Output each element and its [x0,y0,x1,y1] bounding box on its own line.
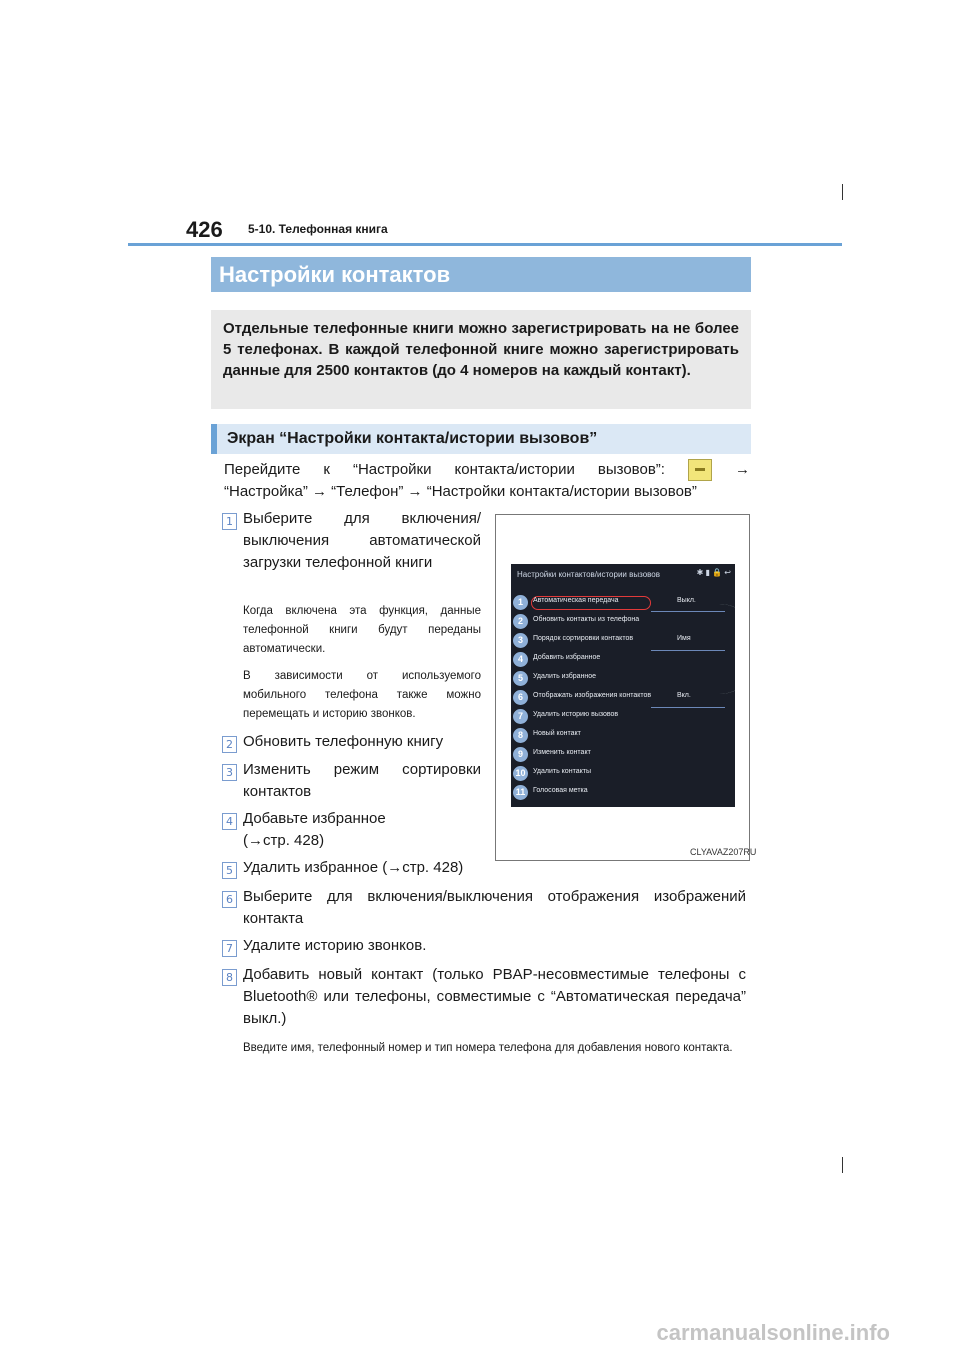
intro-box: Отдельные телефонные книги можно зарегистрировать на не более 5 телефонах. В каждой телефонной книге можно зарегистрировать данные для 2500 контактов (до 4 номеров на каждый контакт). [211,310,751,409]
row-number-7: 7 [513,709,528,724]
screen-row-11[interactable] [511,783,735,802]
row-label-1: Автоматическая передача [533,597,619,604]
row-label-9: Изменить контакт [533,749,591,756]
screen-row-3[interactable] [511,631,735,650]
section-label: 5-10. Телефонная книга [248,222,388,236]
row-label-3: Порядок сортировки контактов [533,635,634,642]
item-number-4: 4 [222,813,237,830]
screen-row-8[interactable] [511,726,735,745]
item-4-text: Добавьте избранное (→стр. 428) [243,810,386,849]
screen-row-9[interactable] [511,745,735,764]
instruction-text: Перейдите к “Настройки контакта/истории вызовов”: [224,461,665,478]
item-number-3: 3 [222,764,237,781]
item-1-text: Выберите для включения/ выключения автоматической загрузки телефонной книги [243,510,481,571]
crop-mark-bottom [842,1157,843,1173]
image-code: CLYAVAZ207RU [690,847,757,857]
status-icons: ✱ ▮ 🔒 ↩ [696,568,731,577]
row-label-6: Отображать изображения контактов [533,692,652,699]
row-number-10: 10 [513,766,528,781]
row-value-1: Выкл. [677,597,696,604]
footer-watermark: carmanualsonline.info [656,1320,890,1345]
row-label-10: Удалить контакты [533,768,591,775]
page-title: Настройки контактов [211,257,751,292]
row-value-3: Имя [677,635,691,642]
screen-row-2[interactable] [511,612,735,631]
item-number-8: 8 [222,969,237,986]
screen-row-7[interactable] [511,707,735,726]
row-label-4: Добавить избранное [533,654,601,661]
item-number-2: 2 [222,736,237,753]
item-1-note-b: В зависимости от используемого мобильного телефона также можно перемещать и историю звонков. [243,670,481,720]
row-number-11: 11 [513,785,528,800]
row-number-4: 4 [513,652,528,667]
item-number-5: 5 [222,862,237,879]
instruction-line-1 [224,459,750,481]
item-1-note-a: Когда включена эта функция, данные телефонной книги будут переданы автоматически. [243,605,481,655]
row-number-1: 1 [513,595,528,610]
row-number-5: 5 [513,671,528,686]
instruction [224,459,750,503]
screen-row-5[interactable] [511,669,735,688]
crop-mark-top [842,184,843,200]
screen-row-10[interactable] [511,764,735,783]
instruction-line-2: “Настройка” → “Телефон” → “Настройки контакта/истории вызовов” [224,483,697,501]
row-value-6: Вкл. [677,692,691,699]
item-8-text: Добавить новый контакт (только PBAP-несовместимые телефоны с Bluetooth® или телефоны, совместимые с “Автоматическая передача” выкл.) [243,966,746,1027]
item-number-6: 6 [222,891,237,908]
row-number-3: 3 [513,633,528,648]
row-number-2: 2 [513,614,528,629]
row-label-11: Голосовая метка [533,787,588,794]
item-8-note: Введите имя, телефонный номер и тип номера телефона для добавления нового контакта. [243,1042,733,1054]
item-number-1: 1 [222,513,237,530]
row-number-6: 6 [513,690,528,705]
row-label-2: Обновить контакты из телефона [533,616,640,623]
screen-title: Настройки контактов/истории вызовов [517,570,661,579]
row-label-7: Удалить историю вызовов [533,711,619,718]
screen-row-6[interactable] [511,688,735,707]
screen-row-1[interactable] [511,593,735,612]
header-rule [128,243,842,246]
row-label-5: Удалить избранное [533,673,597,680]
item-6-text: Выберите для включения/выключения отображения изображений контакта [243,888,746,927]
menu-button-icon [688,459,712,481]
row-number-8: 8 [513,728,528,743]
screen-row-4[interactable] [511,650,735,669]
item-7-text: Удалите историю звонков. [243,937,427,954]
device-screen [511,564,735,807]
arrow-icon: → [735,461,750,478]
page-number: 426 [186,217,223,242]
item-2-text: Обновить телефонную книгу [243,733,444,750]
subheading: Экран “Настройки контакта/истории вызовов” [211,424,751,454]
item-number-7: 7 [222,940,237,957]
row-number-9: 9 [513,747,528,762]
item-3-text: Изменить режим сортировки контактов [243,761,481,800]
row-label-8: Новый контакт [533,730,581,737]
item-5-text: Удалить избранное (→стр. 428) [243,859,464,876]
